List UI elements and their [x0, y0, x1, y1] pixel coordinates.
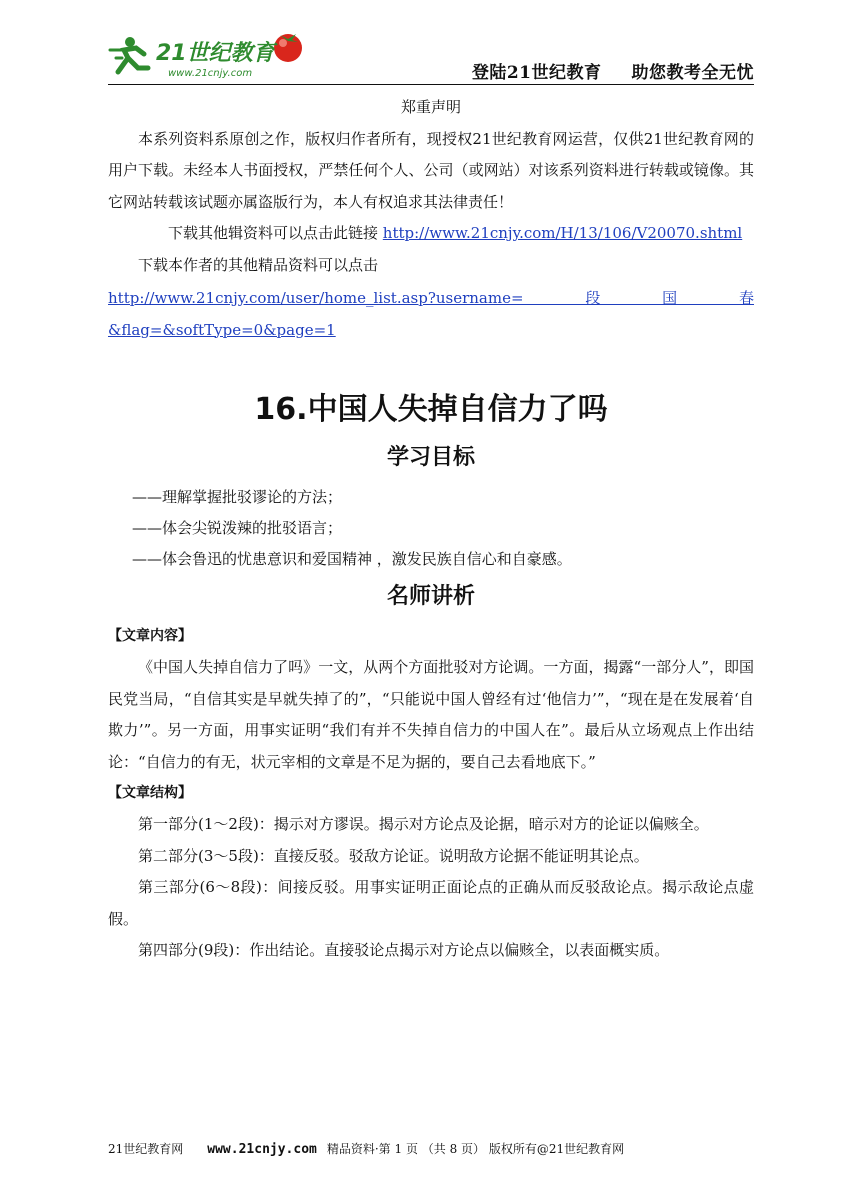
goal-item: ——体会尖锐泼辣的批驳语言；: [132, 519, 343, 537]
content-text: 《中国人失掉自信力了吗》一文，从两个方面批驳对方论调。一方面，揭露“一部分人”，即国民党当局，“自信其实是早就失掉了的”，“只能说中国人曾经有过‘他信力’”，“现在是在发展着‘自欺力’”。另一方面，用事实证明“我们有并不失掉自信力的中国人在”。最后从立场观点上作出结论：“自信力的有无，状元宰相的文章是不足为据的，要自己去看地底下。”: [108, 658, 754, 771]
logo-text: 21世纪教育: [156, 41, 275, 66]
content-tag: 【文章内容】: [108, 628, 192, 644]
notice-title: 郑重声明: [400, 98, 461, 116]
download-line: [108, 218, 754, 250]
structure-item: 第一部分(1～2段)：揭示对方谬误。揭示对方论点及论据，暗示对方的论证以偏赅全。: [138, 815, 709, 833]
author-line: 下载本作者的其他精品资料可以点击: [138, 255, 379, 274]
structure-item: 第四部分(9段)：作出结论。直接驳论点揭示对方论点以偏赅全，以表面概实质。: [138, 941, 670, 959]
logo-url: www.21cnjy.com: [168, 68, 253, 79]
page-header: [108, 28, 754, 84]
slogan-left: 登陆21世纪教育: [471, 63, 602, 83]
download-link[interactable]: http://www.21cnjy.com/H/13/106/V20070.shtml: [382, 224, 743, 242]
structure-item: 第二部分(3～5段)：直接反驳。驳敌方论证。说明敌方论据不能证明其论点。: [138, 846, 649, 865]
footer-left: 21世纪教育网: [108, 1142, 184, 1156]
goal-item: ——理解掌握批驳谬论的方法；: [132, 488, 343, 506]
slogan-right: 助您教考全无忧: [631, 63, 754, 83]
author-link-line: [108, 283, 754, 346]
site-logo: [108, 28, 308, 84]
notice-body: 本系列资料系原创之作，版权归作者所有，现授权21世纪教育网运营，仅供21世纪教育网的用户下载。未经本人书面授权，严禁任何个人、公司（或网站）对该系列资料进行转载或镜像。其它网站转载该试题亦属盗版行为，本人有权追求其法律责任！: [108, 129, 754, 211]
footer-right: 精品资料·第 1 页 （共 8 页） 版权所有@21世纪教育网: [326, 1142, 625, 1156]
header-divider: [108, 84, 754, 85]
runner-icon: [110, 37, 148, 72]
goals-list: [108, 482, 754, 575]
header-slogan: [472, 58, 754, 83]
goal-item: ——体会鲁迅的忧患意识和爱国精神 ，激发民族自信心和自豪感。: [132, 550, 572, 568]
author-link[interactable]: http://www.21cnjy.com/user/home_list.asp?username=段国春&flag=&softType=0&page=1: [108, 289, 754, 339]
footer-site[interactable]: www.21cnjy.com: [207, 1142, 317, 1157]
lesson-title: 16.中国人失掉自信力了吗: [254, 392, 608, 427]
goals-heading: 学习目标: [386, 445, 475, 470]
main-content: [108, 92, 754, 967]
tomato-icon: [274, 34, 302, 62]
structure-item: 第三部分(6～8段)：间接反驳。用事实证明正面论点的正确从而反驳敌论点。揭示敌论点虚假。: [108, 878, 754, 928]
download-prefix: 下载其他辑资料可以点击此链接: [168, 224, 379, 242]
structure-tag: 【文章结构】: [108, 785, 192, 801]
page-footer: [108, 1140, 754, 1157]
teacher-heading: 名师讲析: [386, 584, 475, 609]
